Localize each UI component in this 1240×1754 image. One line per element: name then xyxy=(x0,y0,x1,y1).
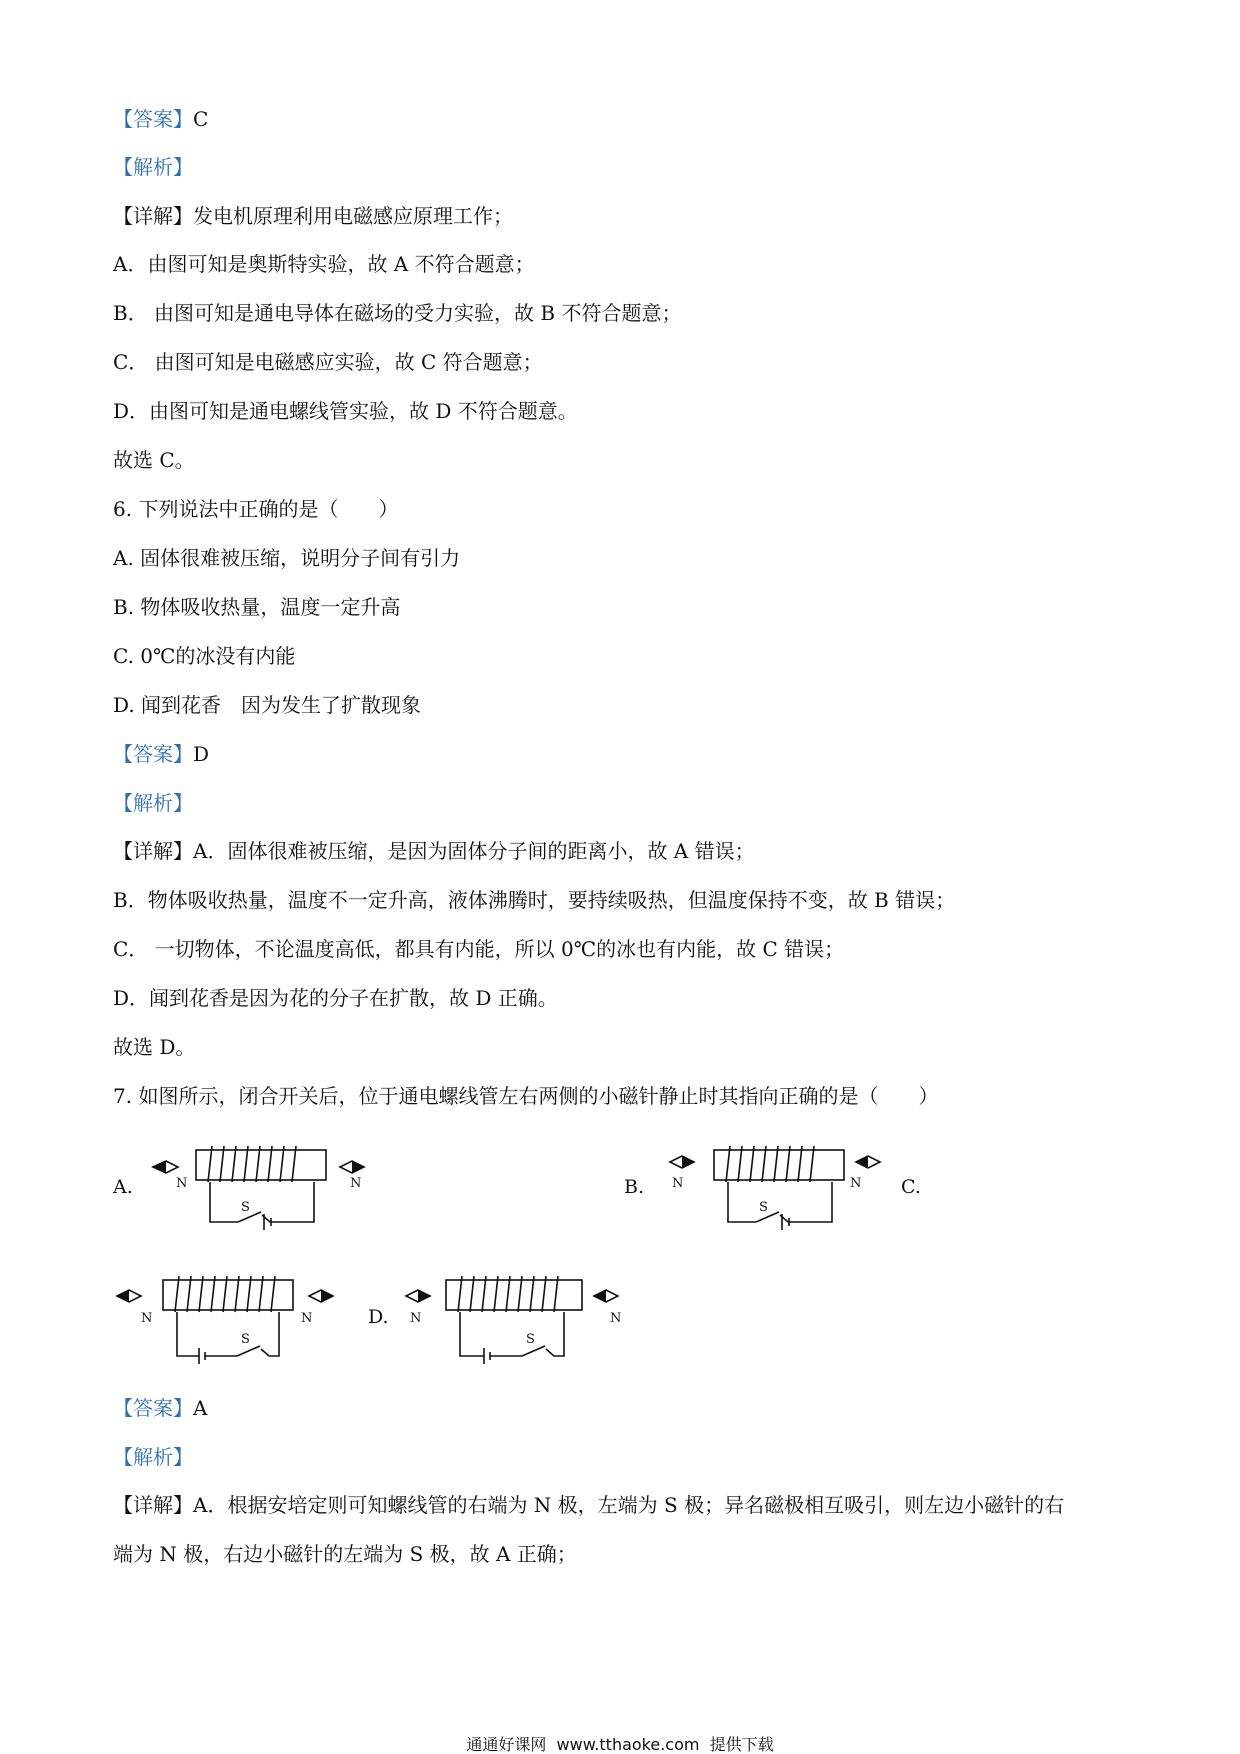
q6-detail-line-a xyxy=(113,838,755,864)
circuit-wire xyxy=(460,1312,564,1356)
q7-option-a-label: A. xyxy=(113,1176,133,1198)
label-switch: S xyxy=(759,1200,768,1215)
q6-detail-line-c: C． 一切物体，不论温度高低，都具有内能，所以 0℃的冰也有内能，故 C 错误； xyxy=(113,937,845,961)
q5-line-a: A．由图可知是奥斯特实验，故 A 不符合题意； xyxy=(113,252,535,276)
q7-figure-b xyxy=(662,1140,892,1240)
q5-answer-line xyxy=(113,106,208,132)
q6-option-d: D. 闻到花香 因为发生了扩散现象 xyxy=(113,693,422,717)
circuit-wire xyxy=(177,1312,279,1356)
q5-line-d: D．由图可知是通电螺线管实验，故 D 不符合题意。 xyxy=(113,399,578,423)
answer-tag: 【答案】 xyxy=(113,742,193,766)
footer-tail: 提供下载 xyxy=(709,1735,774,1754)
detail-tag: 【详解】 xyxy=(113,204,193,228)
switch-lever xyxy=(522,1346,545,1356)
q7-answer-line xyxy=(113,1395,207,1421)
label-n-left: N xyxy=(141,1311,153,1326)
label-switch: S xyxy=(241,1200,250,1215)
q6-option-c: C. 0℃的冰没有内能 xyxy=(113,644,296,668)
q6-option-a: A. 固体很难被压缩，说明分子间有引力 xyxy=(113,546,461,570)
label-n-left: N xyxy=(672,1176,684,1191)
footer-site-name: 通通好课网 xyxy=(466,1735,547,1754)
answer-tag: 【答案】 xyxy=(113,107,193,131)
detail-tag: 【详解】 xyxy=(113,839,193,863)
solenoid-circuit-a xyxy=(148,1140,368,1240)
q5-line-b: B． 由图可知是通电导体在磁场的受力实验，故 B 不符合题意； xyxy=(113,301,682,325)
circuit-wire xyxy=(210,1182,314,1222)
label-n-right: N xyxy=(850,1176,862,1191)
label-n-right: N xyxy=(301,1311,313,1326)
q5-conclusion: 故选 C。 xyxy=(113,448,195,472)
q6-detail-line-d: D．闻到花香是因为花的分子在扩散，故 D 正确。 xyxy=(113,986,558,1010)
solenoid-circuit-b xyxy=(662,1140,892,1240)
solenoid-coil xyxy=(458,1276,558,1312)
q5-line-c: C． 由图可知是电磁感应实验，故 C 符合题意； xyxy=(113,350,543,374)
q7-figure-d xyxy=(398,1264,638,1374)
page-footer xyxy=(0,1736,1240,1754)
detail-tag: 【详解】 xyxy=(113,1493,193,1517)
answer-value: A xyxy=(193,1396,208,1420)
q7-figure-a xyxy=(148,1140,368,1240)
circuit-wire xyxy=(728,1182,832,1222)
solenoid-circuit-d xyxy=(398,1264,638,1374)
q7-stem: 7. 如图所示，闭合开关后，位于通电螺线管左右两侧的小磁针静止时其指向正确的是（ ） xyxy=(113,1084,939,1108)
answer-tag: 【答案】 xyxy=(113,1396,193,1420)
label-n-right: N xyxy=(350,1176,362,1191)
q6-analysis-tag: 【解析】 xyxy=(113,791,193,815)
q7-figure-c xyxy=(113,1264,343,1374)
solenoid-core xyxy=(714,1150,844,1180)
solenoid-core xyxy=(446,1280,582,1310)
solenoid-coil xyxy=(208,1146,296,1182)
switch-lever xyxy=(237,1346,260,1356)
battery-cell xyxy=(199,1348,205,1364)
label-switch: S xyxy=(241,1332,250,1347)
q7-option-c-label: C. xyxy=(901,1176,921,1198)
q7-option-d-label: D. xyxy=(368,1306,389,1328)
footer-url[interactable]: www.tthaoke.com xyxy=(556,1735,700,1754)
q7-analysis-tag: 【解析】 xyxy=(113,1445,193,1469)
label-n-right: N xyxy=(610,1311,622,1326)
detail-text: 发电机原理利用电磁感应原理工作； xyxy=(193,204,513,228)
q5-analysis-tag: 【解析】 xyxy=(113,155,193,179)
detail-text: A．固体很难被压缩，是因为固体分子间的距离小，故 A 错误； xyxy=(193,839,755,863)
solenoid-core xyxy=(196,1150,326,1180)
q6-stem: 6. 下列说法中正确的是（ ） xyxy=(113,497,399,521)
detail-text: A．根据安培定则可知螺线管的右端为 N 极，左端为 S 极；异名磁极相互吸引，则左边小磁针的右 xyxy=(193,1493,1065,1517)
q7-detail-line-a xyxy=(113,1492,1064,1518)
q6-conclusion: 故选 D。 xyxy=(113,1035,196,1059)
q7-detail-line-a-cont: 端为 N 极，右边小磁针的左端为 S 极，故 A 正确； xyxy=(113,1542,577,1566)
label-n-left: N xyxy=(410,1311,422,1326)
battery-cell xyxy=(484,1348,490,1364)
q5-detail-line xyxy=(113,203,513,229)
q7-option-b-label: B. xyxy=(624,1176,645,1198)
answer-value: D xyxy=(193,742,210,766)
label-n-left: N xyxy=(176,1176,188,1191)
label-switch: S xyxy=(526,1332,535,1347)
solenoid-circuit-c xyxy=(113,1264,343,1374)
solenoid-coil xyxy=(726,1146,814,1182)
solenoid-coil xyxy=(175,1276,275,1312)
q6-answer-line xyxy=(113,741,209,767)
q6-detail-line-b: B．物体吸收热量，温度不一定升高，液体沸腾时，要持续吸热，但温度保持不变，故 B 错误； xyxy=(113,888,956,912)
q6-option-b: B. 物体吸收热量，温度一定升高 xyxy=(113,595,401,619)
answer-value: C xyxy=(193,107,209,131)
